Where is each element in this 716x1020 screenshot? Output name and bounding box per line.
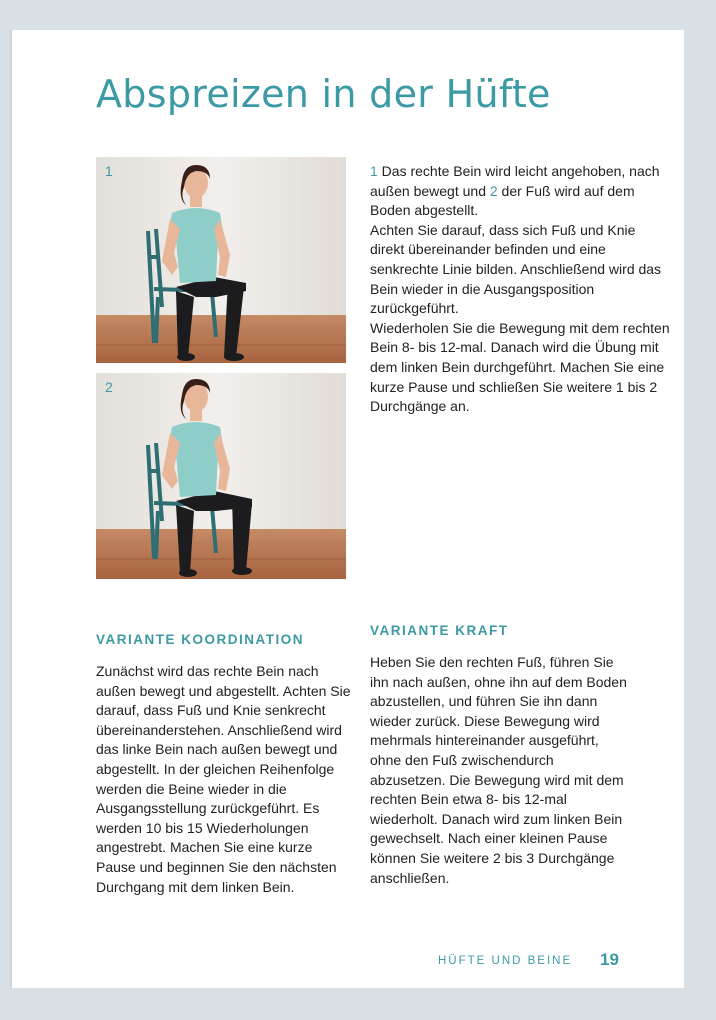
- exercise-photo-2: [96, 373, 346, 579]
- page-spine: [10, 30, 12, 988]
- photo-number-2: 2: [105, 379, 113, 395]
- instruction-paragraph-3: Wiederholen Sie die Bewegung mit dem rechten Bein 8- bis 12-mal. Danach wird die Übung mit dem linken Bein durchgeführt. Machen Sie eine kurze Pause und schließen Sie weitere 1 bis 2 Durchgänge an.: [370, 319, 670, 415]
- step-text-2: der Fuß wird auf dem Boden abgestellt.: [370, 182, 635, 219]
- instruction-paragraph-2: Achten Sie darauf, dass sich Fuß und Knie direkt übereinander befinden und eine senkrechte Linie bilden. Anschließend wird das Bein wieder in die Ausgangsposition zurückgeführt.: [370, 221, 662, 317]
- book-page: [10, 30, 684, 988]
- variant-kraft-text: Heben Sie den rechten Fuß, führen Sie ihn nach außen, ohne ihn auf dem Boden abzustellen, und führen Sie ihn dann wieder zurück. Diese Bewegung wird mehrmals hintereinander ausgeführt, ohne den Fuß zwischendurch abzusetzen. Die Bewegung wird mit dem rechten Bein etwa 8- bis 12-mal wiederholt. Danach wird zum linken Bein gewechselt. Nach einer kleinen Pause können Sie weitere 2 bis 3 Durchgänge anschließen.: [370, 654, 627, 886]
- step-number-1: 1: [370, 163, 378, 179]
- step-number-2: 2: [489, 182, 498, 199]
- exercise-instructions: [370, 162, 670, 417]
- exercise-photo-1: [96, 157, 346, 363]
- footer-section-label: HÜFTE UND BEINE: [438, 955, 573, 967]
- step-text-1: Das rechte Bein wird leicht angehoben, nach außen bewegt und: [370, 163, 660, 199]
- variant-koordination-text: Zunächst wird das rechte Bein nach außen bewegt und abgestellt. Achten Sie darauf, dass Fuß und Knie senkrecht übereinanderstehen. Anschließend wird das linke Bein nach außen bewegt und abgestellt. In der gleichen Reihenfolge werden die Beine wieder in die Ausgangsstellung zurückgeführt. Es werden 10 bis 15 Wiederholungen angestrebt. Machen Sie eine kurze Pause und beginnen Sie den nächsten Durchgang mit dem linken Bein.: [96, 663, 351, 895]
- photo-number-1: 1: [105, 163, 113, 179]
- variant-kraft-heading: VARIANTE KRAFT: [370, 623, 509, 638]
- page-title: Abspreizen in der Hüfte: [96, 72, 551, 116]
- page-number: 19: [600, 950, 619, 969]
- variant-koordination-heading: VARIANTE KOORDINATION: [96, 632, 304, 647]
